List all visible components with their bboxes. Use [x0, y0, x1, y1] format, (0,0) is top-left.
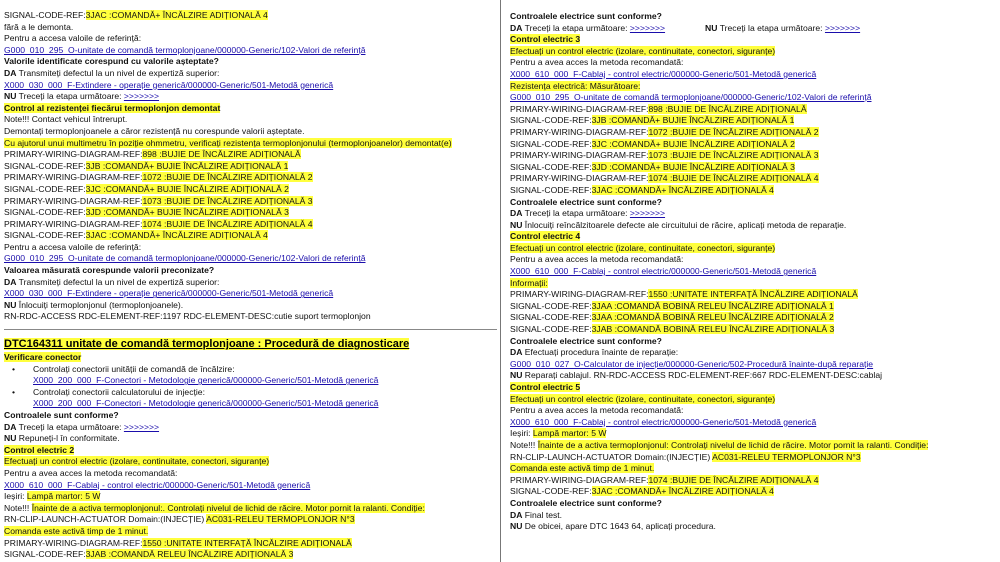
- signal-ref-line: SIGNAL-CODE-REF:3JB :COMANDĂ+ BUJIE ÎNCĂLZIRE ADIȚIONALĂ 1: [510, 115, 795, 126]
- next-step-link[interactable]: >>>>>>>: [629, 22, 666, 33]
- text-line: Pentru a accesa valoile de referință:: [4, 33, 142, 44]
- wiring-ref-line: PRIMARY-WIRING-DIAGRAM-REF:1550 :UNITATE INTERFAȚĂ ÎNCĂLZIRE ADIȚIONALĂ: [510, 289, 858, 300]
- wiring-method-link[interactable]: X000_610_000_F-Cablaj - control electric/000000-Generic/501-Metodă generică: [4, 479, 311, 490]
- procedure-link[interactable]: G000_010_027_O-Calculator de injecție/000000-Generic/502-Procedură înainte-după reparație: [510, 358, 874, 369]
- actuator-line: RN-CLIP-LAUNCH-ACTUATOR Domain:(INJECȚIE) AC031-RELEU TERMOPLONJOR N°3: [510, 451, 861, 462]
- wiring-method-link[interactable]: X000_610_000_F-Cablaj - control electric/000000-Generic/501-Metodă generică: [510, 68, 817, 79]
- section-heading: Control electric 5: [510, 382, 581, 392]
- reference-values-link[interactable]: G000_010_295_O-unitate de comandă termoplonjoane/000000-Generic/102-Valori de referință: [510, 92, 872, 103]
- question-line: Controalele sunt conforme?: [4, 410, 119, 420]
- next-step-link[interactable]: >>>>>>>: [629, 208, 666, 219]
- answer-yes-line: DA Transmiteți defectul la un nivel de expertiză superior:: [4, 67, 220, 78]
- outputs-line: Ieșiri: Lampă martor: 5 W: [4, 491, 101, 502]
- signal-ref-line: SIGNAL-CODE-REF:3JD :COMANDĂ+ BUJIE ÎNCĂLZIRE ADIȚIONALĂ 3: [510, 161, 795, 172]
- answer-yes-line: DA Transmiteți defectul la un nivel de expertiză superior:: [4, 276, 220, 287]
- wiring-ref-line: PRIMARY-WIRING-DIAGRAM-REF:1073 :BUJIE DE ÎNCĂLZIRE ADIȚIONALĂ 3: [4, 195, 313, 206]
- signal-ref-line: SIGNAL-CODE-REF:3JAB :COMANDĂ RELEU ÎNCĂLZIRE ADIȚIONALĂ 3: [4, 549, 294, 560]
- answer-line: DA Treceți la etapa următoare: >>>>>>> NU Treceți la etapa următoare: >>>>>>>: [510, 22, 861, 33]
- signal-ref-line: SIGNAL-CODE-REF:3JAA :COMANDĂ BOBINĂ RELEU ÎNCĂLZIRE ADIȚIONALĂ 1: [510, 300, 834, 311]
- wiring-ref-line: PRIMARY-WIRING-DIAGRAM-REF:1072 :BUJIE DE ÎNCĂLZIRE ADIȚIONALĂ 2: [510, 126, 819, 137]
- signal-ref-line: SIGNAL-CODE-REF:3JB :COMANDĂ+ BUJIE ÎNCĂLZIRE ADIȚIONALĂ 1: [4, 160, 289, 171]
- wiring-ref-line: PRIMARY-WIRING-DIAGRAM-REF:1074 :BUJIE DE ÎNCĂLZIRE ADIȚIONALĂ 4: [510, 173, 819, 184]
- note-line: Note!!! Înainte de a activa termoplonjonul: Controlați nivelul de lichid de răcire. Motor pornit la ralanti. Condiție:: [510, 439, 929, 450]
- text-line: Pentru a avea acces la metoda recomandată:: [510, 405, 684, 416]
- section-heading: Control electric 4: [510, 231, 581, 242]
- question-line: Controalele electrice sunt conforme?: [510, 196, 662, 207]
- question-line: Controalele electrice sunt conforme?: [510, 11, 662, 21]
- text-line: Pentru a avea acces la metoda recomandată:: [4, 467, 178, 478]
- text-line: Note!!! Contact vehicul întrerupt.: [4, 114, 128, 125]
- signal-ref-line: SIGNAL-CODE-REF:3JAC :COMANDĂ+ ÎNCĂLZIRE ADIȚIONALĂ 4: [4, 10, 268, 20]
- signal-ref-line: SIGNAL-CODE-REF:3JD :COMANDĂ+ BUJIE ÎNCĂLZIRE ADIȚIONALĂ 3: [4, 207, 289, 218]
- answer-no-line: NU Repuneți-l în conformitate.: [4, 433, 120, 444]
- signal-ref-line: SIGNAL-CODE-REF:3JAA :COMANDĂ BOBINĂ RELEU ÎNCĂLZIRE ADIȚIONALĂ 2: [510, 312, 834, 323]
- section-divider: [4, 329, 497, 330]
- reference-values-link[interactable]: G000_010_295_O-unitate de comandă termoplonjoane/000000-Generic/102-Valori de referință: [4, 44, 366, 55]
- next-step-link[interactable]: >>>>>>>: [123, 421, 160, 432]
- instruction-line: Cu ajutorul unui multimetru în poziție ohmmetru, verificați rezistența termoplonjonului (termoplonjoanelor) demontat(e): [4, 137, 452, 148]
- wiring-ref-line: PRIMARY-WIRING-DIAGRAM-REF:1074 :BUJIE DE ÎNCĂLZIRE ADIȚIONALĂ 4: [510, 474, 819, 485]
- text-line: fără a le demonta.: [4, 21, 74, 32]
- command-line: Comanda este activă timp de 1 minut.: [510, 463, 655, 474]
- wiring-ref-line: PRIMARY-WIRING-DIAGRAM-REF:1074 :BUJIE DE ÎNCĂLZIRE ADIȚIONALĂ 4: [4, 218, 313, 229]
- section-heading: Verificare conector: [4, 352, 82, 363]
- wiring-ref-line: PRIMARY-WIRING-DIAGRAM-REF:1072 :BUJIE DE ÎNCĂLZIRE ADIȚIONALĂ 2: [4, 172, 313, 183]
- question-line: Valoarea măsurată corespunde valorii preconizate?: [4, 265, 215, 276]
- signal-ref-line: SIGNAL-CODE-REF:3JC :COMANDĂ+ BUJIE ÎNCĂLZIRE ADIȚIONALĂ 2: [4, 183, 289, 194]
- answer-no-line: NU Înlocuiți termoplonjonul (termoplonjoanele).: [4, 299, 184, 310]
- bullet-item: • Controlați conectorii unității de comandă de încălzire:: [4, 364, 497, 376]
- measurement-line: Rezistența electrică: Măsurătoare:: [510, 80, 641, 91]
- column-divider: [500, 0, 501, 562]
- text-line: Pentru a avea acces la metoda recomandată:: [510, 254, 684, 265]
- instruction-line: Efectuați un control electric (izolare, continuitate, conectori, siguranțe): [510, 242, 776, 253]
- next-step-link[interactable]: >>>>>>>: [123, 91, 160, 102]
- answer-yes-line: DA Efectuați procedura înainte de reparație:: [510, 347, 679, 358]
- wiring-method-link[interactable]: X000_610_000_F-Cablaj - control electric/000000-Generic/501-Metodă generică: [510, 266, 817, 277]
- wiring-ref-line: PRIMARY-WIRING-DIAGRAM-REF:1073 :BUJIE DE ÎNCĂLZIRE ADIȚIONALĂ 3: [510, 150, 819, 161]
- signal-ref-line: SIGNAL-CODE-REF:3JAC :COMANDĂ+ ÎNCĂLZIRE ADIȚIONALĂ 4: [510, 486, 774, 497]
- left-column: [0, 0, 497, 562]
- extension-method-link[interactable]: X000_030_000_F-Extindere - operație generică/000000-Generic/501-Metodă generică: [4, 288, 334, 299]
- wiring-ref-line: PRIMARY-WIRING-DIAGRAM-REF:1550 :UNITATE INTERFAȚĂ ÎNCĂLZIRE ADIȚIONALĂ: [4, 537, 352, 548]
- signal-ref-line: SIGNAL-CODE-REF:3JAB :COMANDĂ BOBINĂ RELEU ÎNCĂLZIRE ADIȚIONALĂ 3: [510, 324, 835, 335]
- text-line: Demontați termoplonjoanele a căror rezistență nu corespunde valorii așteptate.: [4, 125, 305, 136]
- signal-ref-line: SIGNAL-CODE-REF:3JC :COMANDĂ+ BUJIE ÎNCĂLZIRE ADIȚIONALĂ 2: [510, 138, 795, 149]
- question-line: Controalele electrice sunt conforme?: [510, 497, 662, 508]
- instruction-line: Efectuați un control electric (izolare, continuitate, conectori, siguranțe): [510, 393, 776, 404]
- wiring-ref-line: PRIMARY-WIRING-DIAGRAM-REF:898 :BUJIE DE ÎNCĂLZIRE ADIȚIONALĂ: [510, 103, 807, 114]
- answer-yes-line: DA Final test.: [510, 509, 563, 520]
- answer-no-line: NU Reparați cablajul. RN-RDC-ACCESS RDC-ELEMENT-REF:667 RDC-ELEMENT-DESC:cablaj: [510, 370, 883, 381]
- signal-ref-line: SIGNAL-CODE-REF:3JAC :COMANDĂ+ ÎNCĂLZIRE ADIȚIONALĂ 4: [4, 230, 268, 241]
- bullet-item: • Controlați conectorii calculatorului de injecție:: [4, 387, 497, 399]
- instruction-line: Efectuați un control electric (izolare, continuitate, conectori, siguranțe): [4, 456, 270, 467]
- answer-no-line: NU De obicei, apare DTC 1643 64, aplicați procedura.: [510, 521, 716, 532]
- command-line: Comanda este activă timp de 1 minut.: [4, 525, 149, 536]
- wiring-ref-line: PRIMARY-WIRING-DIAGRAM-REF:898 :BUJIE DE ÎNCĂLZIRE ADIȚIONALĂ: [4, 149, 301, 160]
- text-line: Pentru a avea acces la metoda recomandată:: [510, 57, 684, 68]
- outputs-line: Ieșiri: Lampă martor: 5 W: [510, 428, 607, 439]
- answer-no-line: NU Înlocuiți reîncălzitoarele defecte ale circuitului de răcire, aplicați metoda de reparație.: [510, 219, 847, 230]
- section-heading: Control al rezistenței fiecărui termoplonjon demontat: [4, 102, 221, 113]
- next-step-link[interactable]: >>>>>>>: [824, 22, 861, 33]
- question-line: Controalele electrice sunt conforme?: [510, 335, 662, 346]
- rdc-access-line: RN-RDC-ACCESS RDC-ELEMENT-REF:1197 RDC-ELEMENT-DESC:cutie suport termoplonjon: [4, 311, 371, 322]
- connectors-method-link[interactable]: X000_200_000_F-Conectori - Metodologie generică/000000-Generic/501-Metodă generică: [33, 398, 379, 409]
- answer-no-line: NU Treceți la etapa următoare: >>>>>>>: [4, 91, 160, 102]
- reference-values-link[interactable]: G000_010_295_O-unitate de comandă termoplonjoane/000000-Generic/102-Valori de referință: [4, 253, 366, 264]
- right-column: [506, 0, 1000, 562]
- connectors-method-link[interactable]: X000_200_000_F-Conectori - Metodologie generică/000000-Generic/501-Metodă generică: [33, 375, 379, 386]
- section-heading: Control electric 3: [510, 34, 581, 45]
- answer-yes-line: DA Treceți la etapa următoare: >>>>>>>: [4, 421, 160, 432]
- note-line: Note!!! Înainte de a activa termoplonjonul:. Controlați nivelul de lichid de răcire. Motor pornit la ralanti. Condiție:: [4, 502, 425, 513]
- extension-method-link[interactable]: X000_030_000_F-Extindere - operație generică/000000-Generic/501-Metodă generică: [4, 79, 334, 90]
- answer-yes-line: DA Treceți la etapa următoare: >>>>>>>: [510, 208, 666, 219]
- question-line: Valorile identificate corespund cu valorile așteptate?: [4, 56, 219, 67]
- procedure-title: DTC164311 unitate de comandă termoplonjoane : Procedură de diagnosticare: [4, 338, 410, 351]
- signal-ref-line: SIGNAL-CODE-REF:3JAC :COMANDĂ+ ÎNCĂLZIRE ADIȚIONALĂ 4: [510, 184, 774, 195]
- info-line: Informații:: [510, 277, 548, 288]
- section-heading: Control electric 2: [4, 444, 75, 455]
- instruction-line: Efectuați un control electric (izolare, continuitate, conectori, siguranțe): [510, 45, 776, 56]
- text-line: Pentru a accesa valoile de referință:: [4, 241, 142, 252]
- actuator-line: RN-CLIP-LAUNCH-ACTUATOR Domain:(INJECȚIE) AC031-RELEU TERMOPLONJOR N°3: [4, 514, 355, 525]
- wiring-method-link[interactable]: X000_610_000_F-Cablaj - control electric/000000-Generic/501-Metodă generică: [510, 416, 817, 427]
